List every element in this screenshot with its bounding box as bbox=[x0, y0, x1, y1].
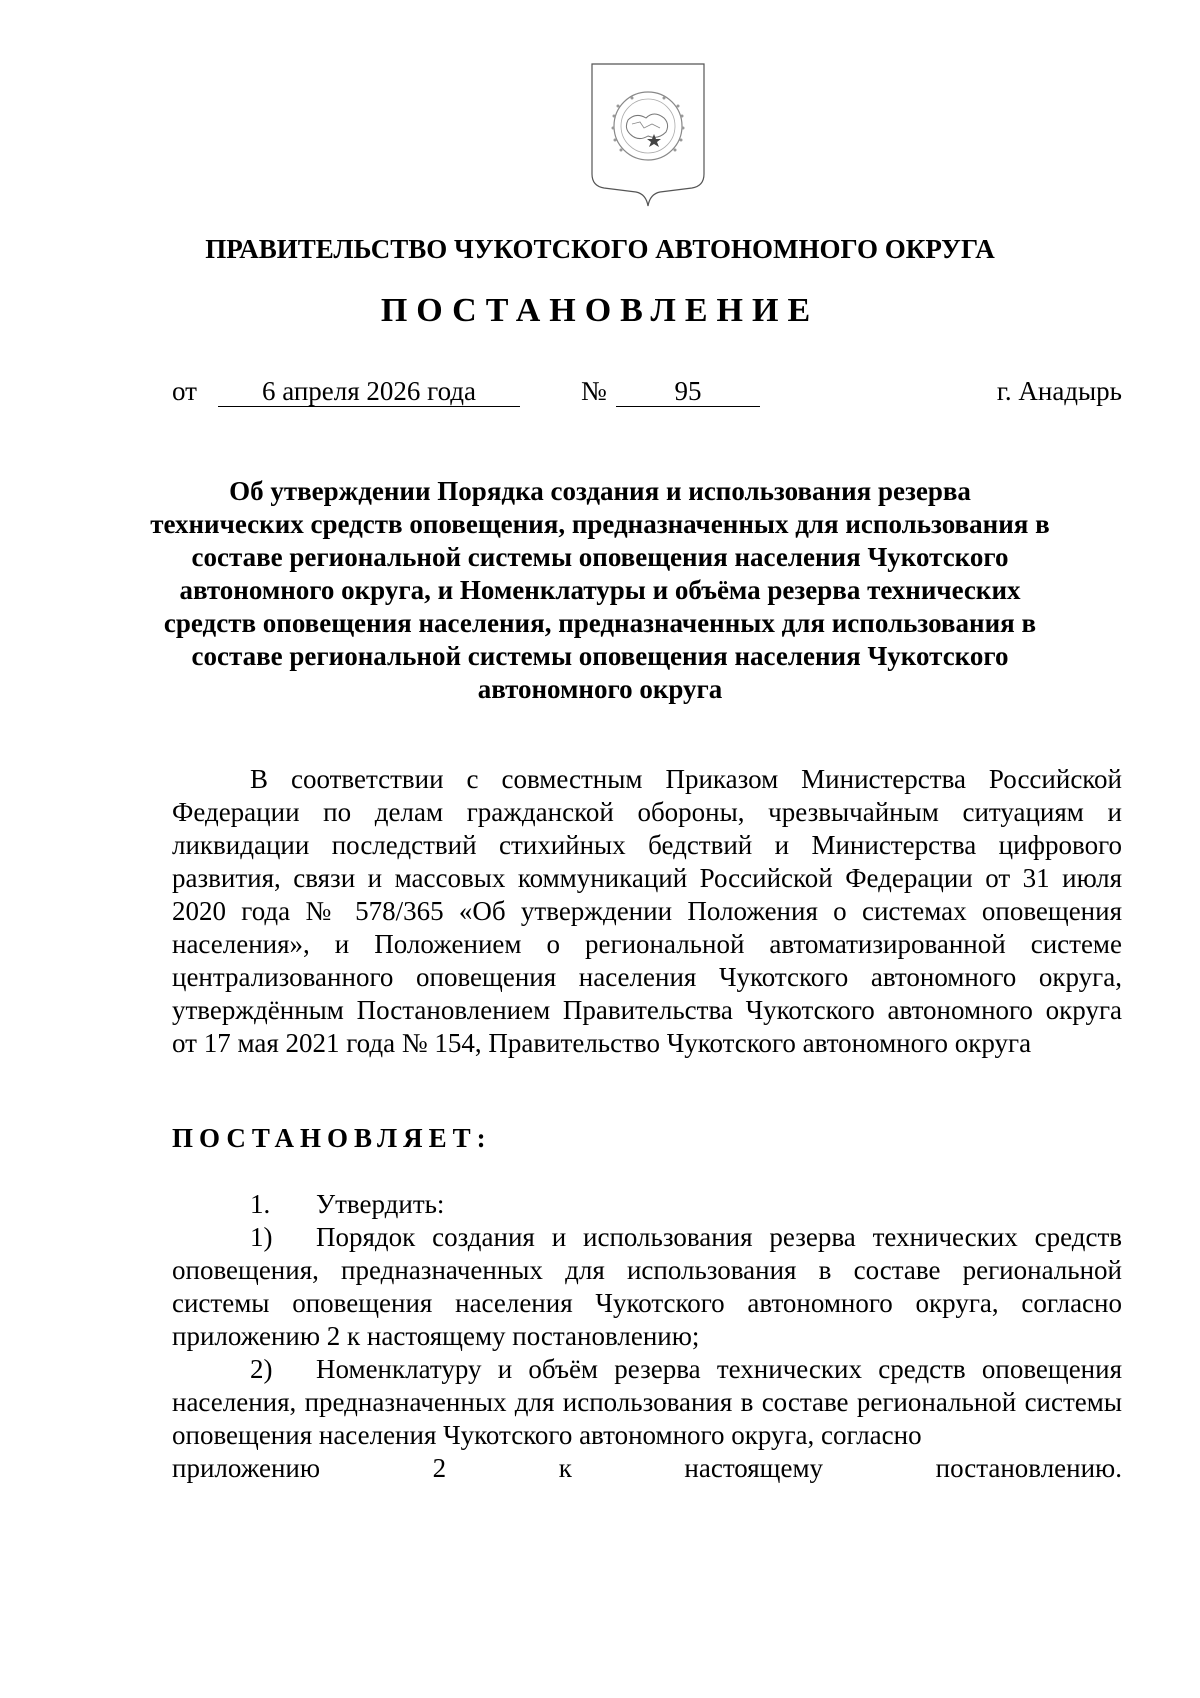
resolves-heading: ПОСТАНОВЛЯЕТ: bbox=[172, 1123, 492, 1153]
date-prefix-label: от bbox=[172, 376, 197, 406]
document-date: 6 апреля 2026 года bbox=[218, 374, 520, 407]
document-type-title: ПОСТАНОВЛЕНИЕ bbox=[380, 292, 820, 329]
document-number: 95 bbox=[616, 374, 760, 407]
item-text: Номенклатуру и объём резерва технических средств оповещения населения, предназначенных для использования в составе региональной системы оповещения населения Чукотского автономного округа, согласно bbox=[172, 1354, 1122, 1450]
organization-title: ПРАВИТЕЛЬСТВО ЧУКОТСКОГО АВТОНОМНОГО ОКРУГА bbox=[205, 234, 995, 264]
item-number: 1) bbox=[250, 1222, 273, 1252]
last-line-word: 2 bbox=[432, 1453, 447, 1483]
resolution-item-last-line bbox=[172, 1452, 1122, 1485]
last-line-word: приложению bbox=[172, 1453, 321, 1483]
document-city: г. Анадырь bbox=[996, 376, 1122, 406]
resolution-items bbox=[172, 1188, 1122, 1485]
last-line-word: к bbox=[558, 1453, 572, 1483]
number-label: № bbox=[581, 376, 607, 406]
document-subject: Об утверждении Порядка создания и использования резерва технических средств оповещения, предназначенных для использования в составе региональной системы оповещения населения Чукотского автономного округа, и Номенклатуры и объёма резерва технических средств оповещения населения, предназначенных для использования в составе региональной системы оповещения населения Чукотского автономного округа bbox=[150, 476, 1050, 704]
preamble-paragraph: В соответствии с совместным Приказом Министерства Российской Федерации по делам гражданской обороны, чрезвычайным ситуациям и ликвидации последствий стихийных бедствий и Министерства цифрового развития, связи и массовых коммуникаций Российской Федерации от 31 июля 2020 года № 578/365 «Об утверждении Положения о системах оповещения населения», и Положением о региональной автоматизированной системе централизованного оповещения населения Чукотского автономного округа, утверждённым Постановлением Правительства Чукотского автономного округа от 17 мая 2021 года № 154, Правительство Чукотского автономного округа bbox=[172, 764, 1122, 1058]
document-meta-row bbox=[172, 374, 1122, 414]
item-number: 2) bbox=[250, 1354, 273, 1384]
item-number: 1. bbox=[250, 1189, 271, 1219]
last-line-word: постановлению. bbox=[935, 1453, 1122, 1483]
resolution-item bbox=[172, 1188, 1122, 1221]
item-text: Утвердить: bbox=[316, 1189, 445, 1219]
resolution-item bbox=[172, 1353, 1122, 1452]
item-text: Порядок создания и использования резерва технических средств оповещения, предназначенных для использования в составе региональной системы оповещения населения Чукотского автономного округа, согласно приложению 2 к настоящему постановлению; bbox=[172, 1222, 1122, 1351]
chukotka-coat-of-arms-icon bbox=[588, 62, 708, 212]
resolution-item bbox=[172, 1221, 1122, 1353]
last-line-word: настоящему bbox=[684, 1453, 824, 1483]
